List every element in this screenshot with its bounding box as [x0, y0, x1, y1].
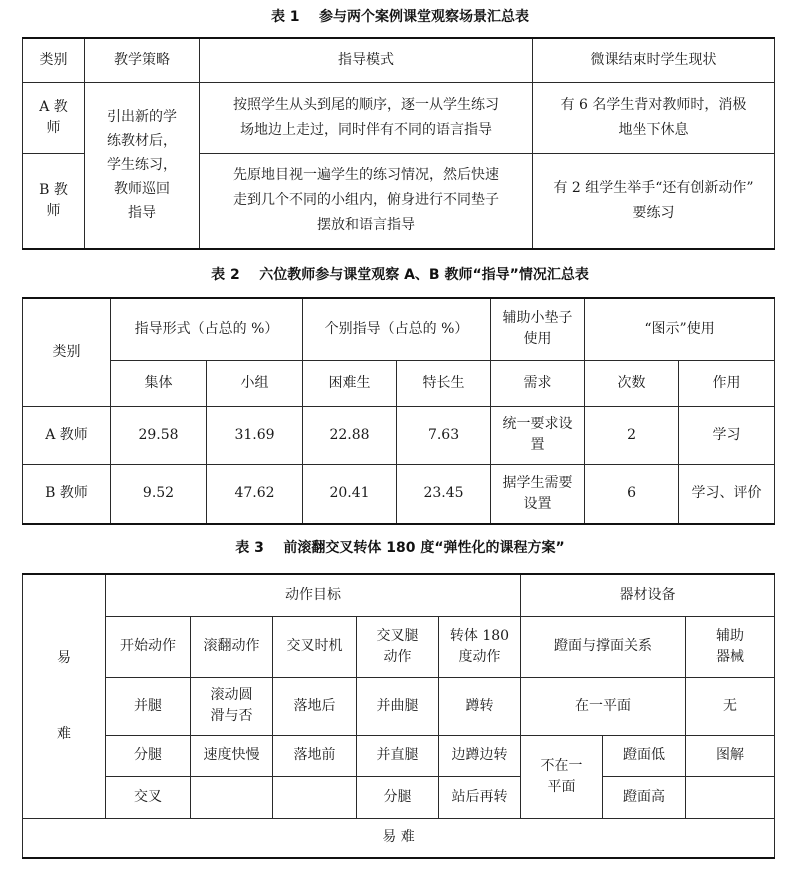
- t3-easy-label: 易: [57, 650, 71, 667]
- t3-r2-aid: 图解: [686, 735, 775, 776]
- t2-row-b-count: 6: [585, 464, 679, 524]
- table2: [22, 297, 775, 525]
- t3-sub-start-action: 开始动作: [106, 616, 191, 677]
- t3-r1-surface: 在一平面: [521, 677, 686, 735]
- t3-r3-leg: 分腿: [357, 776, 439, 818]
- t2-header-mat: 辅助小垫子 使用: [491, 298, 585, 360]
- t2-row-b-need: 据学生需要 设置: [491, 464, 585, 524]
- table1-caption: 表 1 参与两个案例课堂观察场景汇总表: [270, 9, 530, 25]
- t1-row-a-status: 有 6 名学生背对教师时，消极 地坐下休息: [533, 82, 775, 153]
- t2-row-a-gifted: 7.63: [397, 406, 491, 464]
- t3-r1-turn: 蹲转: [439, 677, 521, 735]
- t2-header-category: 类别: [23, 298, 111, 406]
- t2-sub-function: 作用: [679, 360, 775, 406]
- t3-r2-roll: 速度快慢: [191, 735, 273, 776]
- t2-sub-group: 小组: [207, 360, 303, 406]
- t1-header-mode: 指导模式: [200, 38, 533, 82]
- t3-sub-cross-leg: 交叉腿 动作: [357, 616, 439, 677]
- t2-row-a-group: 31.69: [207, 406, 303, 464]
- t3-r2-start: 分腿: [106, 735, 191, 776]
- t3-r3-turn: 站后再转: [439, 776, 521, 818]
- t3-sub-surface-relation: 蹬面与撑面关系: [521, 616, 686, 677]
- t2-row-a-count: 2: [585, 406, 679, 464]
- t3-r2-turn: 边蹲边转: [439, 735, 521, 776]
- t1-row-a-category: A 教 师: [23, 82, 85, 153]
- table1: [22, 37, 775, 250]
- t3-r3-aid: [686, 776, 775, 818]
- t1-row-b-category: B 教 师: [23, 153, 85, 249]
- t3-r1-roll: 滚动圆 滑与否: [191, 677, 273, 735]
- t1-row-b-mode: 先原地目视一遍学生的练习情况，然后快速 走到几个不同的小组内，俯身进行不同垫子 摆放和语言指导: [200, 153, 533, 249]
- t2-row-a-struggling: 22.88: [303, 406, 397, 464]
- t3-not-same-plane: 不在一 平面: [521, 735, 603, 818]
- t2-row-b-struggling: 20.41: [303, 464, 397, 524]
- t1-strategy-cell: 引出新的学 练教材后， 学生练习， 教师巡回 指导: [85, 82, 200, 249]
- t3-r3-timing: [273, 776, 357, 818]
- t1-row-a-mode: 按照学生从头到尾的顺序，逐一从学生练习 场地边上走过，同时伴有不同的语言指导: [200, 82, 533, 153]
- t2-row-a-collective: 29.58: [111, 406, 207, 464]
- t2-row-b-gifted: 23.45: [397, 464, 491, 524]
- t3-sub-roll-action: 滚翻动作: [191, 616, 273, 677]
- t3-r3-start: 交叉: [106, 776, 191, 818]
- t1-header-strategy: 教学策略: [85, 38, 200, 82]
- t3-hard-label: 难: [57, 726, 71, 743]
- t3-header-action-goals: 动作目标: [106, 574, 521, 616]
- t2-row-b-function: 学习、评价: [679, 464, 775, 524]
- t3-header-equipment: 器材设备: [521, 574, 775, 616]
- t2-header-diagram: “图示”使用: [585, 298, 775, 360]
- t2-header-guidance-form: 指导形式（占总的 %）: [111, 298, 303, 360]
- t3-r1-start: 并腿: [106, 677, 191, 735]
- t1-header-category: 类别: [23, 38, 85, 82]
- t3-r2-timing: 落地前: [273, 735, 357, 776]
- t2-header-individual: 个别指导（占总的 %）: [303, 298, 491, 360]
- t2-row-a-function: 学习: [679, 406, 775, 464]
- t1-row-b-status: 有 2 组学生举手“还有创新动作” 要练习: [533, 153, 775, 249]
- t2-sub-collective: 集体: [111, 360, 207, 406]
- t2-sub-need: 需求: [491, 360, 585, 406]
- t3-r1-timing: 落地后: [273, 677, 357, 735]
- t2-row-a-need: 统一要求设 置: [491, 406, 585, 464]
- t3-sub-cross-timing: 交叉时机: [273, 616, 357, 677]
- t3-r1-leg: 并曲腿: [357, 677, 439, 735]
- t2-sub-count: 次数: [585, 360, 679, 406]
- t3-r3-roll: [191, 776, 273, 818]
- t2-row-b-group: 47.62: [207, 464, 303, 524]
- t3-sub-turn-180: 转体 180 度动作: [439, 616, 521, 677]
- t3-r2-surface-low: 蹬面低: [603, 735, 686, 776]
- table2-caption: 表 2 六位教师参与课堂观察 A、B 教师“指导”情况汇总表: [211, 267, 589, 283]
- t3-r2-leg: 并直腿: [357, 735, 439, 776]
- t1-header-status: 微课结束时学生现状: [533, 38, 775, 82]
- t2-row-a-teacher: A 教师: [23, 406, 111, 464]
- t3-sub-aid-equipment: 辅助 器械: [686, 616, 775, 677]
- t2-row-b-collective: 9.52: [111, 464, 207, 524]
- t3-r1-aid: 无: [686, 677, 775, 735]
- table3: [22, 573, 775, 859]
- table3-caption: 表 3 前滚翻交叉转体 180 度“弹性化的课程方案”: [235, 540, 565, 556]
- t2-sub-struggling: 困难生: [303, 360, 397, 406]
- t2-row-b-teacher: B 教师: [23, 464, 111, 524]
- t3-r3-surface-high: 蹬面高: [603, 776, 686, 818]
- t3-footer-easy-hard: 易 难: [23, 818, 775, 858]
- t3-difficulty-axis: [23, 574, 106, 818]
- t2-sub-gifted: 特长生: [397, 360, 491, 406]
